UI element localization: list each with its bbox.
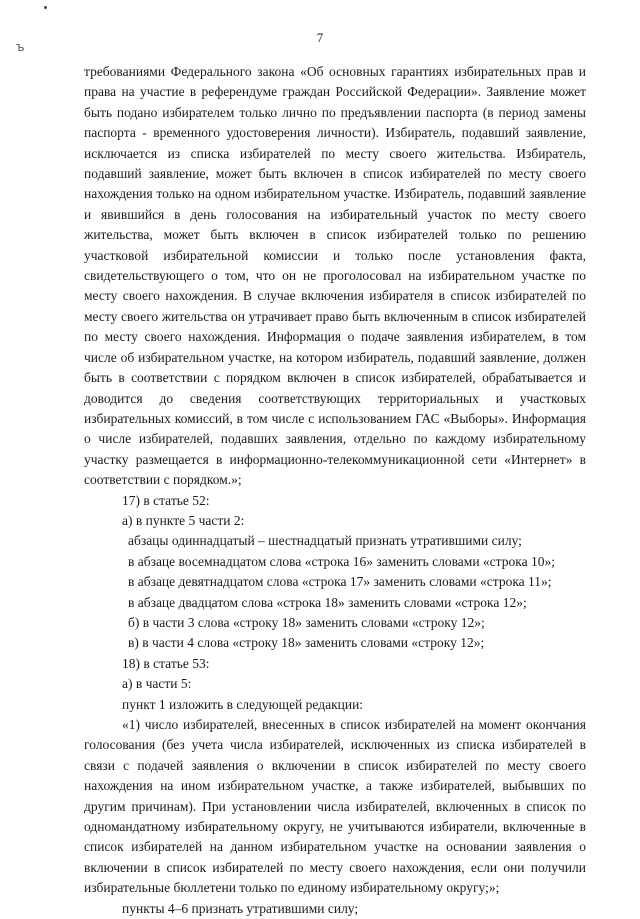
amendment-line: пункты 4–6 признать утратившими силу; xyxy=(122,900,359,916)
subitem-v: в) в части 4 слова «строку 18» заменить словами «строку 12»; xyxy=(128,635,485,651)
subitem-a-article-52: а) в пункте 5 части 2: xyxy=(122,512,245,528)
item-18: 18) в статье 53: xyxy=(122,655,210,671)
item-17: 17) в статье 52: xyxy=(122,492,210,508)
scan-mark: ъ xyxy=(16,40,25,54)
subitem-a-article-53: а) в части 5: xyxy=(122,676,192,692)
quoted-new-wording: «1) число избирателей, внесенных в список избирателей на момент окончания голосования (без учета числа избирателей, исключенных из списка избирателей в связи с подачей заявления о включении в список избирателей по месту своего нахождения на ином избирательном участке, а также избирателей, выбывших по другим причинам). При установлении числа избирателей, включенных в список по одномандатному избирательному округу, не учитываются избиратели, включенные в список избирателей на данном избирательном участке на основании заявления о включении в список избирателей по месту своего нахождения, если они получили избирательные бюллетени только по единому избирательному округу;»; xyxy=(84,717,586,896)
amendment-intro: пункт 1 изложить в следующей редакции: xyxy=(122,696,364,712)
paragraph-continuation: требованиями Федерального закона «Об основных гарантиях избирательных прав и права на участие в референдуме граждан Российской Федерации». Заявление может быть подано избирателем только лично по предъявлении паспорта (в период замены паспорта - временного удостоверения личности). Избиратель, подавший заявление, исключается из списка избирателей по месту своего жительства. Избиратель, подавший заявление, может быть включен в список избирателей по месту своего нахождения только на одном избирательном участке. Избиратель, подавший заявление и явившийся в день голосования на избирательный участок по месту своего жительства, может быть включен в список избирателей только по решению участковой избирательной комиссии и только после установления факта, свидетельствующего о том, что он не проголосовал на избирательном участке по месту своего нахождения. В случае включения избирателя в список избирателей по месту своего жительства он утрачивает право быть включенным в список избирателей по месту своего нахождения. Информация о подаче заявления избирателем, в том числе об избирательном участке, на котором избиратель, подавший заявление, должен быть в соответствии с порядком включен в список избирателей, обрабатывается и доводится до сведения соответствующих территориальных и участковых избирательных комиссий, в том числе с использованием ГАС «Выборы». Информация о числе избирателей, подавших заявления, отдельно по каждому избирательному участку размещается в информационно-телекоммуникационной сети «Интернет» в соответствии с порядком.»; xyxy=(84,64,586,488)
document-body xyxy=(84,62,586,919)
subitem-b: б) в части 3 слова «строку 18» заменить словами «строку 12»; xyxy=(128,614,485,630)
amendment-line: абзацы одиннадцатый – шестнадцатый признать утратившими силу; xyxy=(128,533,522,549)
page-number: 7 xyxy=(316,30,324,45)
amendment-line: в абзаце восемнадцатом слова «строка 16» заменить словами «строка 10»; xyxy=(128,553,555,569)
scan-speck xyxy=(44,6,47,9)
amendment-line: в абзаце девятнадцатом слова «строка 17» заменить словами «строка 11»; xyxy=(128,574,552,590)
amendment-line: в абзаце двадцатом слова «строка 18» заменить словами «строка 12»; xyxy=(128,594,527,610)
